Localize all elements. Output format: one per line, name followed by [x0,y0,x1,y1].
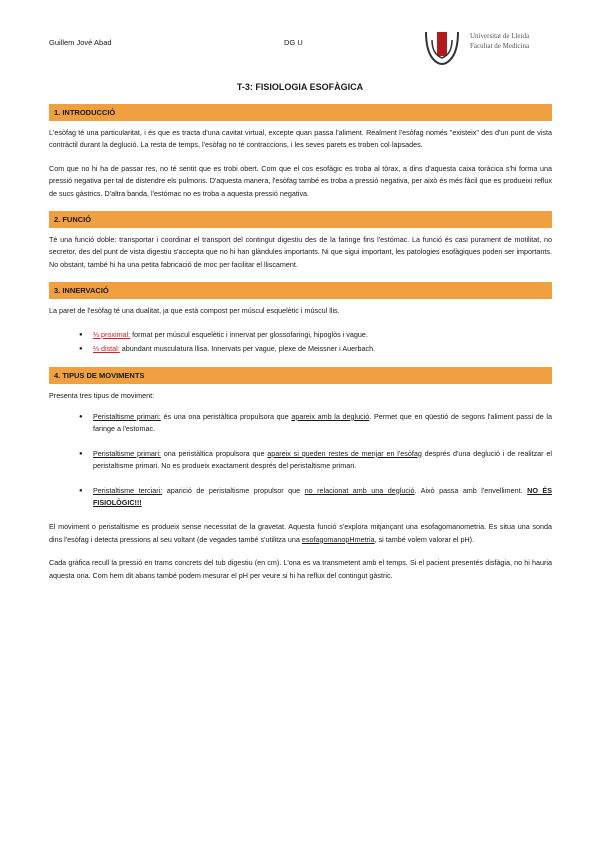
moviments-intro: Presenta tres tipus de moviment: [49,391,155,401]
course-code: DG U [284,38,303,47]
movement-3-text-a: aparició de peristaltisme propulsor que [162,485,305,495]
list-item [93,485,552,510]
moviments-list [49,411,552,509]
innervacio-paragraph: La paret de l'esòfag té una dualitat, ja que està compost per múscul esquelètic i múscul llis. [49,306,340,316]
document-body [49,104,552,593]
section-heading-funcio: 2. FUNCIÓ [49,211,552,228]
movement-2-underlined: apareix si queden restes de menjar en l'esòfag [267,448,422,458]
movement-1-underlined: apareix amb la deglució [291,411,370,421]
movement-3-warning: NO ÉS FISIOLÒGIC!!! [93,485,552,507]
list-item [93,343,552,355]
moviments-p1-text-b: , si també volem valorar el pH). [374,534,475,544]
proximal-text: format per múscul esquelètic i innervat per glossofaringi, hipoglòs i vague. [130,329,368,339]
movement-3-underlined: no relacionat amb una deglució [304,485,415,495]
section-heading-moviments: 4. TIPUS DE MOVIMENTS [49,367,552,384]
intro-paragraph-1: L'esòfag té una particularitat, i és que es tracta d'una cavitat virtual, excepte quan passa l'aliment. Realment l'esòfag només "existeix" des d'un punt de vista contràctil durant la deglució. La resta de temps, l'esòfag no té contraccions, i les seves parets es troben col·lapsades. [49,128,552,150]
page-title: T-3: FISIOLOGIA ESOFÀGICA [236,82,364,92]
section-heading-innervacio: 3. INNERVACIÓ [49,282,552,299]
movement-1-label: Peristaltisme primari: [93,411,161,421]
list-item [93,411,552,436]
author-name: Guillem Jové Abad [49,38,112,47]
moviments-paragraph-1 [49,521,552,546]
innervacio-list [49,329,552,356]
moviments-p1-text-a: El moviment o peristaltisme es produeix sense necessitat de la gravetat. Aquesta funció s'explora mitjançant una esofagomanometria. Es situa una sonda dins l'esòfag i detecta pressions al seu voltant (de vegades també s'utilitza una [49,522,552,544]
movement-1-text-a: és una ona peristàltica propulsora que [160,411,292,421]
section-heading-intro: 1. INTRODUCCIÓ [49,104,552,121]
movement-2-text-b: després d'una deglució i de realitzar el peristaltisme primari. No es produeix exactament després del peristaltisme primari. [93,448,552,471]
funcio-paragraph: Té una funció doble: transportar i coordinar el transport del contingut digestiu des de la faringe fins l'estómac. La funció és casi purament de motilitat, no secretor, des del punt de vista digestiu s'accepta que no hi han glàndules importants. Ni que sigui important, les patologies esofàgiques poden ser importants. No obstant, també hi ha una petita fabricació de moc per facilitar el lliscament. [49,235,552,269]
list-item [93,448,552,473]
moviments-paragraph-2: Cada gràfica recull la pressió en trams concrets del tub digestiu (en cm). L'ona es va transmetent amb el temps. Si el pacient presentés disfàgia, no hi hauria aquesta ona. Com hem dit abans també podem mesurar el pH per veure si hi ha reflux del contingut gàstric. [49,558,552,580]
page-header [0,30,600,70]
intro-paragraph-2: Com que no hi ha de passar res, no té sentit que es trobi obert. Com que el cos esofàgic es troba al tòrax, a dins d'aquesta caixa toràcica s'hi forma una pressió negativa per tal de distendre els pulmons. D'aquesta manera, l'esòfag també es troba a pressió negativa, per això és més fàcil que es produeixi reflux de sucs gàstrics. D'altra banda, l'estómac no es troba a aquesta pressió negativa. [49,163,552,198]
movement-2-label: Peristaltisme primari: [93,448,161,458]
movement-3-text-b: . Això passa amb l'envelliment. [414,485,528,495]
distal-label: ⅔ distal: [93,344,120,354]
proximal-label: ⅓ proximal: [93,329,131,339]
moviments-p1-underlined: esofagomanopHmetria [301,534,375,544]
logo-line-2: Facultat de Medicina [470,42,530,50]
movement-3-label: Peristaltisme terciari: [93,485,163,495]
list-item [93,329,552,341]
logo-line-1: Universitat de Lleida [470,32,530,40]
movement-1-text-b: . Permet que en qüestió de segons l'aliment passi de la faringe a l'estomac. [93,411,552,434]
movement-2-text-a: ona peristàltica propulsora que [160,448,268,458]
distal-text: abundant musculatura llisa. Innervats per vague, plexe de Meissner i Auerbach. [119,344,376,354]
university-emblem-icon [420,30,464,66]
university-logo [420,30,570,66]
